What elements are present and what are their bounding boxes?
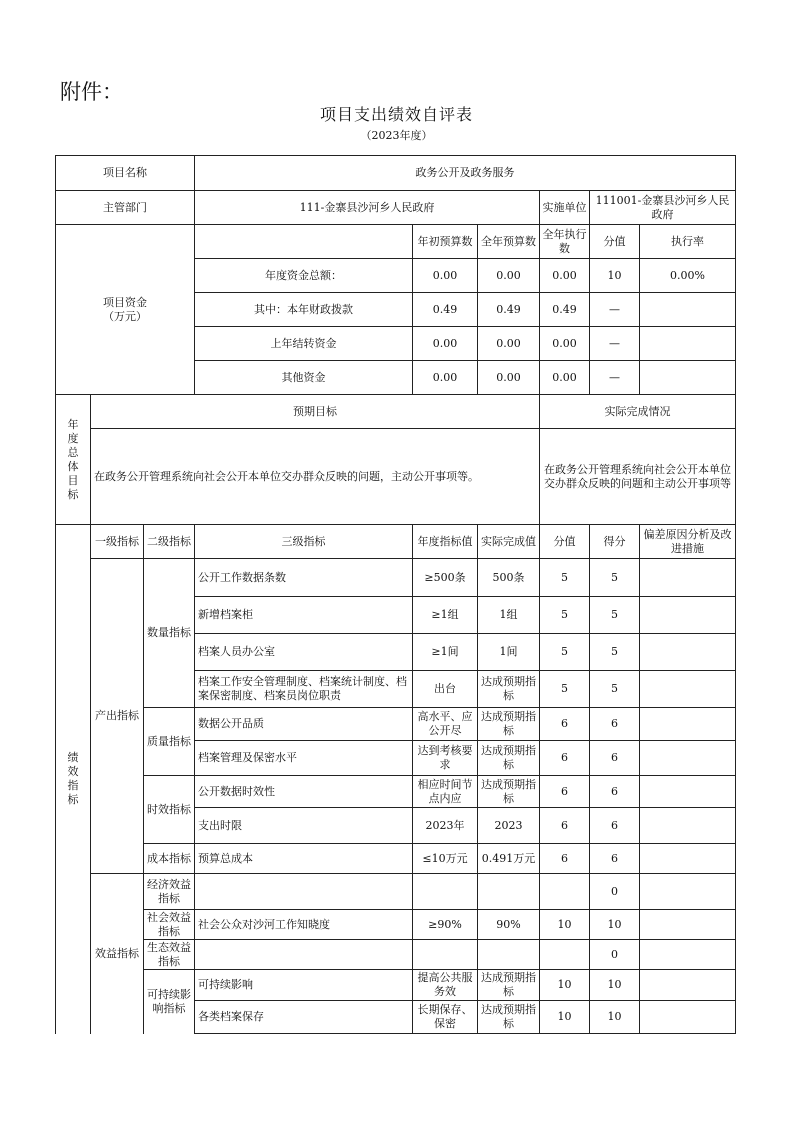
funds-cell: —: [590, 327, 640, 361]
ind-score: 10: [540, 1001, 590, 1034]
ind-target: 相应时间节点内应: [413, 776, 478, 808]
level2-sustainable: 可持续影响指标: [144, 970, 195, 1034]
level2-ecological: 生态效益指标: [144, 940, 195, 970]
actual-goal-text: 在政务公开管理系统向社会公开本单位交办群众反映的问题和主动公开事项等: [540, 429, 736, 525]
ind-score: 6: [540, 808, 590, 844]
funds-row-name: 其他资金: [195, 361, 413, 395]
ind-name: 公开数据时效性: [195, 776, 413, 808]
ind-got: 0: [590, 874, 640, 910]
ind-name: 各类档案保存: [195, 1001, 413, 1034]
ind-name: 新增档案柜: [195, 597, 413, 634]
goals-label-text: 年度总体目标: [67, 417, 79, 501]
funds-header: 全年执行数: [540, 225, 590, 259]
funds-cell: 0.00: [540, 327, 590, 361]
ind-note: [640, 559, 736, 597]
ind-target: ≥500条: [413, 559, 478, 597]
indicators-label: [56, 525, 91, 1034]
funds-cell: 10: [590, 259, 640, 293]
funds-cell: 0.00: [478, 327, 540, 361]
ind-target: ≥1间: [413, 634, 478, 671]
ind-got: 6: [590, 844, 640, 874]
ind-got: 0: [590, 940, 640, 970]
funds-cell: 0.00: [540, 259, 590, 293]
expected-goal-text: 在政务公开管理系统向社会公开本单位交办群众反映的问题，主动公开事项等。: [91, 429, 540, 525]
page-subtitle: （2023年度）: [360, 129, 433, 142]
funds-row-name: 年度资金总额：: [195, 259, 413, 293]
ind-name: 数据公开品质: [195, 708, 413, 741]
funds-row-name: 上年结转资金: [195, 327, 413, 361]
ind-target: ≥90%: [413, 910, 478, 940]
funds-cell: 0.00: [540, 361, 590, 395]
ind-score: 10: [540, 910, 590, 940]
actual-goal-header: 实际完成情况: [540, 395, 736, 429]
funds-cell: 0.00%: [640, 259, 736, 293]
ind-score: 6: [540, 708, 590, 741]
ind-actual: [478, 874, 540, 910]
ind-name: 支出时限: [195, 808, 413, 844]
ind-actual: 达成预期指标: [478, 671, 540, 708]
ind-score: 6: [540, 844, 590, 874]
ind-got: 5: [590, 671, 640, 708]
ind-target: [413, 940, 478, 970]
ind-name: 可持续影响: [195, 970, 413, 1001]
ind-score: 6: [540, 741, 590, 776]
ind-target: ≥1组: [413, 597, 478, 634]
funds-cell: 0.49: [413, 293, 478, 327]
ind-header: 偏差原因分析及改进措施: [640, 525, 736, 559]
ind-actual: 达成预期指标: [478, 970, 540, 1001]
attachment-label: 附件：: [60, 80, 123, 104]
ind-got: 5: [590, 597, 640, 634]
ind-score: 5: [540, 634, 590, 671]
ind-note: [640, 874, 736, 910]
ind-note: [640, 597, 736, 634]
ind-got: 6: [590, 776, 640, 808]
ind-note: [640, 776, 736, 808]
funds-label-line1: 项目资金: [103, 295, 147, 309]
ind-note: [640, 844, 736, 874]
funds-label: [56, 225, 195, 395]
ind-name: [195, 940, 413, 970]
ind-got: 10: [590, 970, 640, 1001]
ind-name: [195, 874, 413, 910]
project-name-label: 项目名称: [56, 156, 195, 191]
expected-goal-header: 预期目标: [91, 395, 540, 429]
level2-economic: 经济效益指标: [144, 874, 195, 910]
funds-cell: —: [590, 293, 640, 327]
ind-note: [640, 671, 736, 708]
funds-cell: 0.00: [413, 361, 478, 395]
ind-actual: 90%: [478, 910, 540, 940]
ind-header: 二级指标: [144, 525, 195, 559]
ind-name: 预算总成本: [195, 844, 413, 874]
ind-got: 6: [590, 741, 640, 776]
funds-cell: 0.00: [413, 327, 478, 361]
dept-value: 111-金寨县沙河乡人民政府: [195, 191, 540, 225]
ind-target: 高水平、应公开尽: [413, 708, 478, 741]
funds-cell: 0.00: [478, 259, 540, 293]
ind-actual: [478, 940, 540, 970]
ind-actual: 达成预期指标: [478, 708, 540, 741]
ind-name: 档案工作安全管理制度、档案统计制度、档案保密制度、档案员岗位职责: [195, 671, 413, 708]
ind-note: [640, 708, 736, 741]
ind-score: 5: [540, 559, 590, 597]
ind-note: [640, 634, 736, 671]
funds-cell: 0.49: [540, 293, 590, 327]
goals-label: [56, 395, 91, 525]
ind-target: 提高公共服务效: [413, 970, 478, 1001]
ind-note: [640, 741, 736, 776]
level2-quality: 质量指标: [144, 708, 195, 776]
ind-target: ≤10万元: [413, 844, 478, 874]
funds-cell: 0.49: [478, 293, 540, 327]
ind-header: 三级指标: [195, 525, 413, 559]
funds-header: 分值: [590, 225, 640, 259]
ind-score: 5: [540, 671, 590, 708]
ind-got: 5: [590, 559, 640, 597]
level2-cost: 成本指标: [144, 844, 195, 874]
ind-target: 2023年: [413, 808, 478, 844]
indicators-label-text: 绩效指标: [67, 751, 79, 807]
ind-header: 实际完成值: [478, 525, 540, 559]
ind-header: 一级指标: [91, 525, 144, 559]
ind-got: 10: [590, 910, 640, 940]
ind-note: [640, 808, 736, 844]
ind-score: 6: [540, 776, 590, 808]
ind-actual: 达成预期指标: [478, 1001, 540, 1034]
funds-header: 全年预算数: [478, 225, 540, 259]
ind-target: [413, 874, 478, 910]
funds-cell: [640, 327, 736, 361]
unit-value: 111001-金寨县沙河乡人民政府: [590, 191, 736, 225]
funds-header: 执行率: [640, 225, 736, 259]
ind-note: [640, 940, 736, 970]
ind-actual: 达成预期指标: [478, 776, 540, 808]
page-title: 项目支出绩效自评表: [319, 105, 473, 124]
project-name-value: 政务公开及政务服务: [195, 156, 736, 191]
ind-score: 5: [540, 597, 590, 634]
funds-cell: —: [590, 361, 640, 395]
dept-label: 主管部门: [56, 191, 195, 225]
ind-score: [540, 874, 590, 910]
ind-got: 10: [590, 1001, 640, 1034]
funds-cell: 0.00: [478, 361, 540, 395]
ind-note: [640, 910, 736, 940]
ind-header: 得分: [590, 525, 640, 559]
level1-benefit: 效益指标: [91, 874, 144, 1034]
funds-header: 年初预算数: [413, 225, 478, 259]
ind-actual: 2023: [478, 808, 540, 844]
ind-actual: 达成预期指标: [478, 741, 540, 776]
ind-got: 6: [590, 808, 640, 844]
ind-got: 5: [590, 634, 640, 671]
ind-score: [540, 940, 590, 970]
funds-label-line2: （万元）: [103, 309, 147, 323]
ind-target: 出台: [413, 671, 478, 708]
funds-row-name: 其中：本年财政拨款: [195, 293, 413, 327]
ind-name: 档案人员办公室: [195, 634, 413, 671]
ind-header: 年度指标值: [413, 525, 478, 559]
ind-note: [640, 1001, 736, 1034]
level1-output: 产出指标: [91, 559, 144, 874]
ind-name: 社会公众对沙河工作知晓度: [195, 910, 413, 940]
unit-label: 实施单位: [540, 191, 590, 225]
ind-target: 达到考核要求: [413, 741, 478, 776]
ind-actual: 0.491万元: [478, 844, 540, 874]
ind-got: 6: [590, 708, 640, 741]
ind-name: 档案管理及保密水平: [195, 741, 413, 776]
funds-cell: [640, 361, 736, 395]
funds-cell: [640, 293, 736, 327]
funds-cell: 0.00: [413, 259, 478, 293]
ind-note: [640, 970, 736, 1001]
ind-score: 10: [540, 970, 590, 1001]
level2-quantity: 数量指标: [144, 559, 195, 708]
funds-header-blank: [195, 225, 413, 259]
ind-actual: 500条: [478, 559, 540, 597]
ind-header: 分值: [540, 525, 590, 559]
ind-target: 长期保存、保密: [413, 1001, 478, 1034]
ind-actual: 1组: [478, 597, 540, 634]
level2-social: 社会效益指标: [144, 910, 195, 940]
evaluation-table: [55, 155, 736, 1034]
level2-timeliness: 时效指标: [144, 776, 195, 844]
ind-actual: 1间: [478, 634, 540, 671]
ind-name: 公开工作数据条数: [195, 559, 413, 597]
